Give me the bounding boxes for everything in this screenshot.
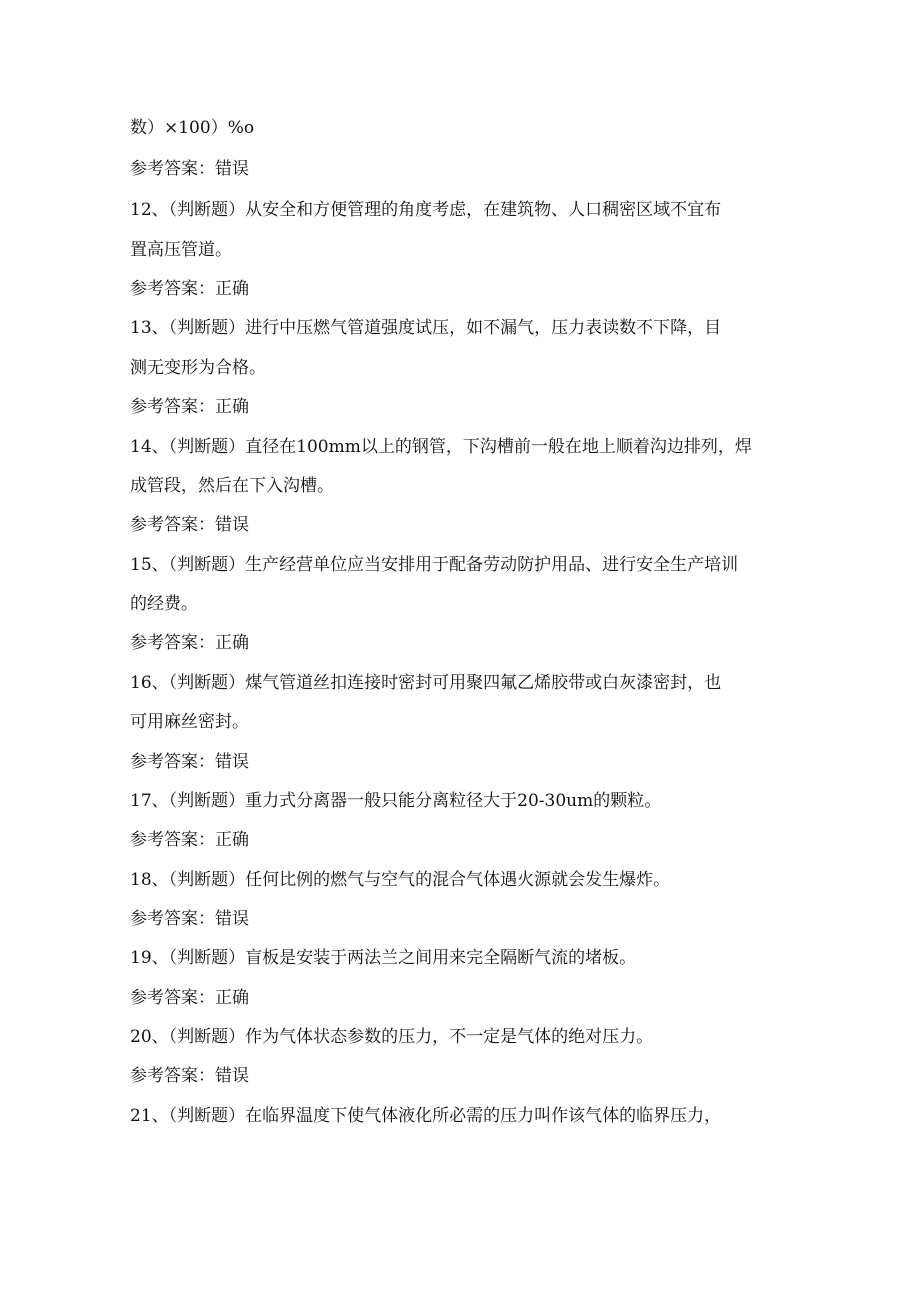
question-15-line-2: 的经费。 (130, 594, 198, 614)
question-17-line-1: 17、（判断题）重力式分离器一般只能分离粒径大于20-30um的颗粒。 (130, 791, 662, 811)
answer-line-19: 参考答案：正确 (130, 988, 249, 1008)
question-21-line-1: 21、（判断题）在临界温度下使气体液化所必需的压力叫作该气体的临界压力， (130, 1106, 722, 1126)
answer-line-14: 参考答案：错误 (130, 515, 249, 535)
question-14-line-1: 14、（判断题）直径在100mm以上的钢管，下沟槽前一般在地上顺着沟边排列，焊 (130, 437, 752, 457)
question-15-line-1: 15、（判断题）生产经营单位应当安排用于配备劳动防护用品、进行安全生产培训 (130, 555, 739, 575)
question-18-line-1: 18、（判断题）任何比例的燃气与空气的混合气体遇火源就会发生爆炸。 (130, 870, 671, 890)
question-19-line-1: 19、（判断题）盲板是安装于两法兰之间用来完全隔断气流的堵板。 (130, 948, 637, 968)
question-16-line-1: 16、（判断题）煤气管道丝扣连接时密封可用聚四氟乙烯胶带或白灰漆密封，也 (130, 673, 722, 693)
answer-line-16: 参考答案：错误 (130, 752, 249, 772)
question-12-line-2: 置高压管道。 (130, 240, 232, 260)
answer-line-13: 参考答案：正确 (130, 397, 249, 417)
answer-line-11: 参考答案：错误 (130, 159, 249, 179)
answer-line-15: 参考答案：正确 (130, 633, 249, 653)
answer-line-20: 参考答案：错误 (130, 1066, 249, 1086)
text-line-continuation: 数）×100）%o (130, 118, 255, 138)
question-12-line-1: 12、（判断题）从安全和方便管理的角度考虑，在建筑物、人口稠密区域不宜布 (130, 200, 722, 220)
answer-line-18: 参考答案：错误 (130, 909, 249, 929)
question-13-line-1: 13、（判断题）进行中压燃气管道强度试压，如不漏气，压力表读数不下降，目 (130, 318, 722, 338)
question-14-line-2: 成管段，然后在下入沟槽。 (130, 476, 334, 496)
question-13-line-2: 测无变形为合格。 (130, 358, 266, 378)
question-16-line-2: 可用麻丝密封。 (130, 712, 249, 732)
answer-line-12: 参考答案：正确 (130, 279, 249, 299)
answer-line-17: 参考答案：正确 (130, 830, 249, 850)
question-20-line-1: 20、（判断题）作为气体状态参数的压力，不一定是气体的绝对压力。 (130, 1027, 654, 1047)
